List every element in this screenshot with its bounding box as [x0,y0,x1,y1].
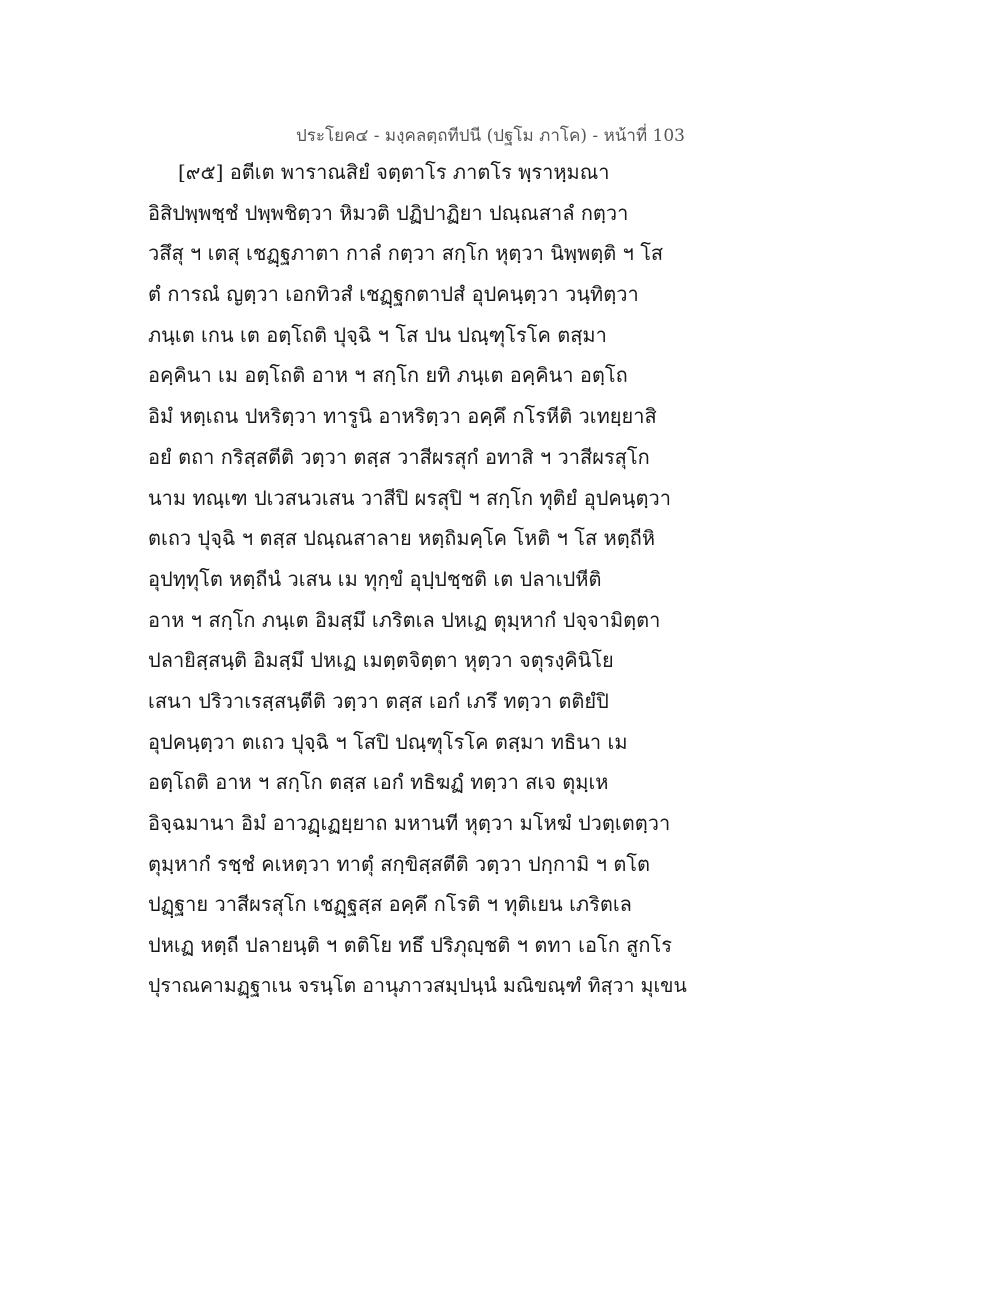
text-line: อตฺโถติ อาห ฯ สกฺโก ตสฺส เอกํ ทธิฆฏํ ทตฺวา สเจ ตุมฺเห [148,770,609,795]
text-line: อยํ ตถา กริสฺสตีติ วตฺวา ตสฺส วาสีผรสุกํ อทาสิ ฯ วาสีผรสุโก [148,444,650,469]
text-line: นาม ทณฺเฑ ปเวสนวเสน วาสีปิ ผรสุปิ ฯ สกฺโก ทุติยํ อุปคนฺตฺวา [148,485,671,510]
text-line: ตุมฺหากํ รชฺชํ คเหตฺวา ทาตุํ สกฺขิสฺสตีติ วตฺวา ปกฺกามิ ฯ ตโต [148,851,651,876]
text-line: ปฏฺฐาย วาสีผรสุโก เชฏฺฐสฺส อคฺคึ กโรติ ฯ ทุติเยน เภริตเล [148,892,632,917]
text-line: ปลายิสฺสนฺติ อิมสฺมึ ปหเฏ เมตฺตจิตฺตา หุตฺวา จตุรงฺคินิโย [148,648,614,673]
text-line: ภนฺเต เกน เต อตฺโถติ ปุจฺฉิ ฯ โส ปน ปณฺฑุโรโค ตสฺมา [148,322,607,347]
text-line: ตํ การณํ ญตฺวา เอกทิวสํ เชฏฺฐกตาปสํ อุปคนฺตฺวา วนฺทิตฺวา [148,282,639,307]
text-line: อคฺคินา เม อตฺโถติ อาห ฯ สกฺโก ยทิ ภนฺเต อคฺคินา อตฺโถ [148,363,628,388]
text-line: วสึสุ ฯ เตสุ เชฏฺฐภาตา กาลํ กตฺวา สกฺโก หุตฺวา นิพฺพตฺติ ฯ โส [148,241,664,266]
text-line: อิสิปพฺพชฺชํ ปพฺพชิตฺวา หิมวติ ปฏิปาฏิยา ปณฺณสาลํ กตฺวา [148,200,629,225]
text-line: ปุราณคามฏฺฐาเน จรนฺโต อานุภาวสมฺปนฺนํ มณิขณฺฑํ ทิสฺวา มุเขน [148,973,687,997]
text-line: ตเถว ปุจฺฉิ ฯ ตสฺส ปณฺณสาลาย หตฺถิมคฺโค โหติ ฯ โส หตฺถีหิ [148,526,656,551]
text-line: อิจฺฉมานา อิมํ อาวฏฺเฏยฺยาถ มหานที หุตฺวา มโหฆํ ปวตฺเตตฺวา [148,811,671,835]
text-line: อุปทฺทุโต หตฺถีนํ วเสน เม ทุกฺขํ อุปฺปชฺชติ เต ปลาเปหีติ [148,566,602,591]
running-header: ประโยค๔ - มงฺคลตฺถทีปนี (ปฐโม ภาโค) - หน้าที่ 103 [296,126,685,146]
text-line: ปหเฏ หตฺถี ปลายนฺติ ฯ ตติโย ทธึ ปริภุญฺชติ ฯ ตทา เอโก สูกโร [148,933,672,958]
text-line: อุปคนฺตฺวา ตเถว ปุจฺฉิ ฯ โสปิ ปณฺฑุโรโค ตสฺมา ทธินา เม [148,729,628,754]
text-line: เสนา ปริวาเรสฺสนฺตีติ วตฺวา ตสฺส เอกํ เภรึ ทตฺวา ตติยํปิ [148,688,609,713]
text-line: อาห ฯ สกฺโก ภนฺเต อิมสฺมึ เภริตเล ปหเฏ ตุมฺหากํ ปจฺจามิตฺตา [148,607,661,632]
text-line: [๙๕] อตีเต พาราณสิยํ จตฺตาโร ภาตโร พฺราหฺมณา [178,160,610,184]
body-text [148,152,688,1006]
text-line: อิมํ หตฺเถน ปหริตฺวา ทารูนิ อาหริตฺวา อคฺคึ กโรหีติ วเทยฺยาสิ [148,404,657,429]
